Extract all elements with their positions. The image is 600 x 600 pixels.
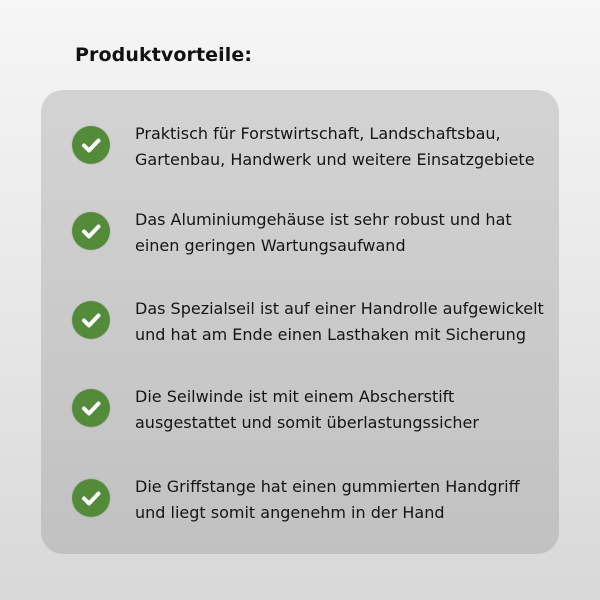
item-text	[135, 296, 555, 348]
check-icon	[72, 126, 110, 164]
item-line: ausgestattet und somit überlastungssicher	[135, 413, 479, 432]
check-icon	[72, 212, 110, 250]
item-line: und liegt somit angenehm in der Hand	[135, 503, 445, 522]
list-item	[41, 378, 559, 438]
item-line: Praktisch für Forstwirtschaft, Landschaftsbau,	[135, 124, 501, 143]
item-line: Das Aluminiumgehäuse ist sehr robust und hat	[135, 210, 512, 229]
list-item	[41, 115, 559, 175]
list-item	[41, 290, 559, 350]
item-text	[135, 207, 555, 259]
item-text	[135, 384, 555, 436]
advantages-panel	[41, 90, 559, 554]
item-line: und hat am Ende einen Lasthaken mit Sicherung	[135, 325, 526, 344]
list-item	[41, 468, 559, 528]
item-text	[135, 121, 555, 173]
check-icon	[72, 389, 110, 427]
item-line: Die Griffstange hat einen gummierten Handgriff	[135, 477, 520, 496]
page-title: Produktvorteile:	[75, 44, 253, 66]
item-line: einen geringen Wartungsaufwand	[135, 236, 406, 255]
item-line: Das Spezialseil ist auf einer Handrolle aufgewickelt	[135, 299, 544, 318]
item-line: Die Seilwinde ist mit einem Abscherstift	[135, 387, 455, 406]
item-line: Gartenbau, Handwerk und weitere Einsatzgebiete	[135, 150, 535, 169]
item-text	[135, 474, 555, 526]
list-item	[41, 201, 559, 261]
check-icon	[72, 479, 110, 517]
check-icon	[72, 301, 110, 339]
